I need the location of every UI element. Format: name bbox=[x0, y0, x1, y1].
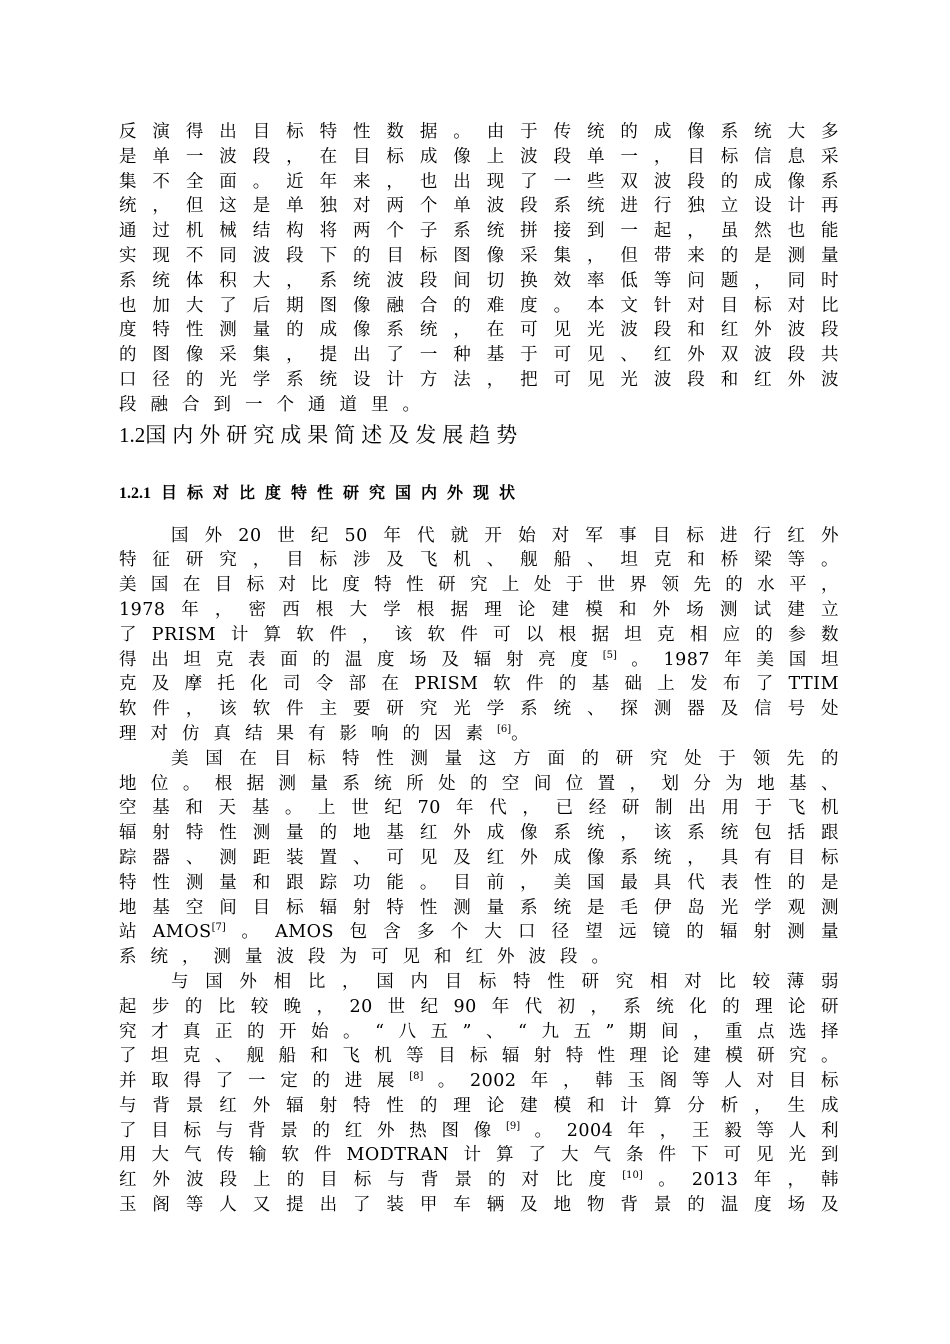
text-line bbox=[119, 846, 839, 871]
text-line bbox=[119, 1020, 839, 1045]
line-text: 究才真正的开始。“八五”、“九五”期间，重点选择 bbox=[119, 1021, 839, 1042]
line-text: 站AMOS bbox=[119, 922, 212, 943]
text-line: 系统体积大，系统波段间切换效率低等问题，同时 bbox=[119, 270, 839, 291]
text-line bbox=[119, 1193, 839, 1218]
text-line bbox=[119, 821, 839, 846]
line-text: 国外20世纪50年代就开始对军事目标进行红外 bbox=[171, 525, 839, 546]
text-line: 反演得出目标特性数据。由于传统的成像系统大多 bbox=[119, 122, 839, 142]
subsection-title: 目标对比度特性研究国内外现状 bbox=[161, 482, 526, 502]
line-text: 了PRISM计算软件，该软件可以根据坦克相应的参数 bbox=[119, 624, 839, 645]
line-text: 软件，该软件主要研究光学系统、探测器及信号处 bbox=[119, 699, 839, 720]
text-line bbox=[119, 722, 839, 747]
line-text: 了目标与背景的红外热图像 bbox=[119, 1120, 507, 1141]
line-text-tail: 。1987年美国坦 bbox=[616, 649, 839, 670]
text-line: 也加大了后期图像融合的难度。本文针对目标对比 bbox=[119, 295, 839, 316]
line-text: 红外波段上的目标与背景的对比度 bbox=[119, 1170, 623, 1191]
line-text: 特征研究，目标涉及飞机、舰船、坦克和桥梁等。 bbox=[119, 550, 839, 571]
section-title: 国内外研究成果简述及发展趋势 bbox=[145, 422, 524, 447]
text-line bbox=[119, 1143, 839, 1168]
line-text-tail: 。 bbox=[511, 723, 543, 744]
line-text: 踪器、测距装置、可见及红外成像系统，具有目标 bbox=[119, 847, 839, 868]
text-line bbox=[119, 1044, 839, 1069]
text-line: 的图像采集，提出了一种基于可见、红外双波段共 bbox=[119, 345, 839, 366]
line-text: 与国外相比，国内目标特性研究相对比较薄弱 bbox=[171, 971, 839, 992]
section-number: 1.2 bbox=[119, 422, 146, 447]
text-line: 通过机械结构将两个子系统拼接到一起，虽然也能 bbox=[119, 221, 839, 242]
line-text-tail: 。2002年，韩玉阁等人对目标 bbox=[423, 1071, 839, 1092]
citation-ref: [6] bbox=[497, 723, 512, 735]
text-line: 口径的光学系统设计方法，把可见光波段和红外波 bbox=[119, 369, 839, 390]
text-line: 是单一波段，在目标成像上波段单一，目标信息采 bbox=[119, 146, 839, 167]
text-line bbox=[119, 697, 839, 722]
subsection-number: 1.2.1 bbox=[119, 484, 151, 502]
line-text: 得出坦克表面的温度场及辐射亮度 bbox=[119, 649, 603, 670]
text-line bbox=[119, 871, 839, 896]
citation-ref: [8] bbox=[409, 1071, 424, 1083]
text-line bbox=[119, 945, 839, 970]
text-line: 统，但这是单独对两个单波段系统进行独立设计再 bbox=[119, 196, 839, 217]
text-line bbox=[119, 995, 839, 1020]
text-line bbox=[119, 598, 839, 623]
text-line bbox=[119, 747, 839, 772]
text-line bbox=[119, 524, 839, 549]
line-text: 了坦克、舰船和飞机等目标辐射特性理论建模研究。 bbox=[119, 1046, 839, 1067]
text-line bbox=[119, 772, 839, 797]
line-text: 与背景红外辐射特性的理论建模和计算分析，生成 bbox=[119, 1095, 839, 1116]
text-line bbox=[119, 648, 839, 673]
line-text: 美国在目标特性测量这方面的研究处于领先的 bbox=[171, 748, 839, 769]
paragraph-foreign-research bbox=[119, 524, 839, 747]
line-text-tail: 。AMOS包含多个大口径望远镜的辐射测量 bbox=[225, 922, 839, 943]
text-line: 度特性测量的成像系统，在可见光波段和红外波段 bbox=[119, 320, 839, 341]
text-line bbox=[119, 1168, 839, 1193]
line-text: 1978年，密西根大学根据理论建模和外场测试建立 bbox=[119, 599, 839, 620]
line-text: 空基和天基。上世纪70年代，已经研制出用于飞机 bbox=[119, 798, 839, 819]
line-text: 特性测量和跟踪功能。目前，美国最具代表性的是 bbox=[119, 872, 839, 893]
text-line bbox=[119, 796, 839, 821]
document-page bbox=[119, 120, 839, 1218]
line-text: 地基空间目标辐射特性测量系统是毛伊岛光学观测 bbox=[119, 897, 839, 918]
subsection-heading bbox=[119, 480, 839, 506]
line-text: 起步的比较晚，20世纪90年代初，系统化的理论研 bbox=[119, 996, 839, 1017]
line-text: 美国在目标对比度特性研究上处于世界领先的水平， bbox=[119, 575, 839, 596]
text-line bbox=[119, 1094, 839, 1119]
line-text: 辐射特性测量的地基红外成像系统，该系统包括跟 bbox=[119, 823, 839, 844]
line-text-tail: 。2013年，韩 bbox=[642, 1170, 840, 1191]
text-line bbox=[119, 548, 839, 573]
intro-paragraph bbox=[119, 120, 839, 418]
text-line: 实现不同波段下的目标图像采集，但带来的是测量 bbox=[119, 245, 839, 266]
line-text: 理对仿真结果有影响的因素 bbox=[119, 723, 497, 744]
citation-ref: [5] bbox=[602, 649, 617, 661]
text-line bbox=[119, 623, 839, 648]
text-line bbox=[119, 896, 839, 921]
text-line: 段融合到一个通道里。 bbox=[119, 394, 434, 415]
citation-ref: [7] bbox=[211, 922, 226, 934]
line-text: 玉阁等人又提出了装甲车辆及地物背景的温度场及 bbox=[119, 1195, 839, 1216]
line-text: 并取得了一定的进展 bbox=[119, 1071, 410, 1092]
line-text: 克及摩托化司令部在PRISM软件的基础上发布了TTIM bbox=[119, 674, 839, 695]
paragraph-domestic-research bbox=[119, 970, 839, 1218]
text-line bbox=[119, 672, 839, 697]
line-text: 用大气传输软件MODTRAN计算了大气条件下可见光到 bbox=[119, 1145, 839, 1166]
line-text: 系统，测量波段为可见和红外波段。 bbox=[119, 947, 623, 968]
citation-ref: [9] bbox=[506, 1120, 521, 1132]
citation-ref: [10] bbox=[622, 1170, 643, 1182]
paragraph-us-measurement bbox=[119, 747, 839, 970]
section-heading bbox=[119, 420, 839, 450]
text-line: 集不全面。近年来，也出现了一些双波段的成像系 bbox=[119, 171, 839, 192]
text-line bbox=[119, 1119, 839, 1144]
text-line bbox=[119, 573, 839, 598]
line-text: 地位。根据测量系统所处的空间位置，划分为地基、 bbox=[119, 773, 839, 794]
text-line bbox=[119, 1069, 839, 1094]
text-line bbox=[119, 920, 839, 945]
text-line bbox=[119, 970, 839, 995]
line-text-tail: 。2004年，王毅等人利 bbox=[520, 1120, 840, 1141]
